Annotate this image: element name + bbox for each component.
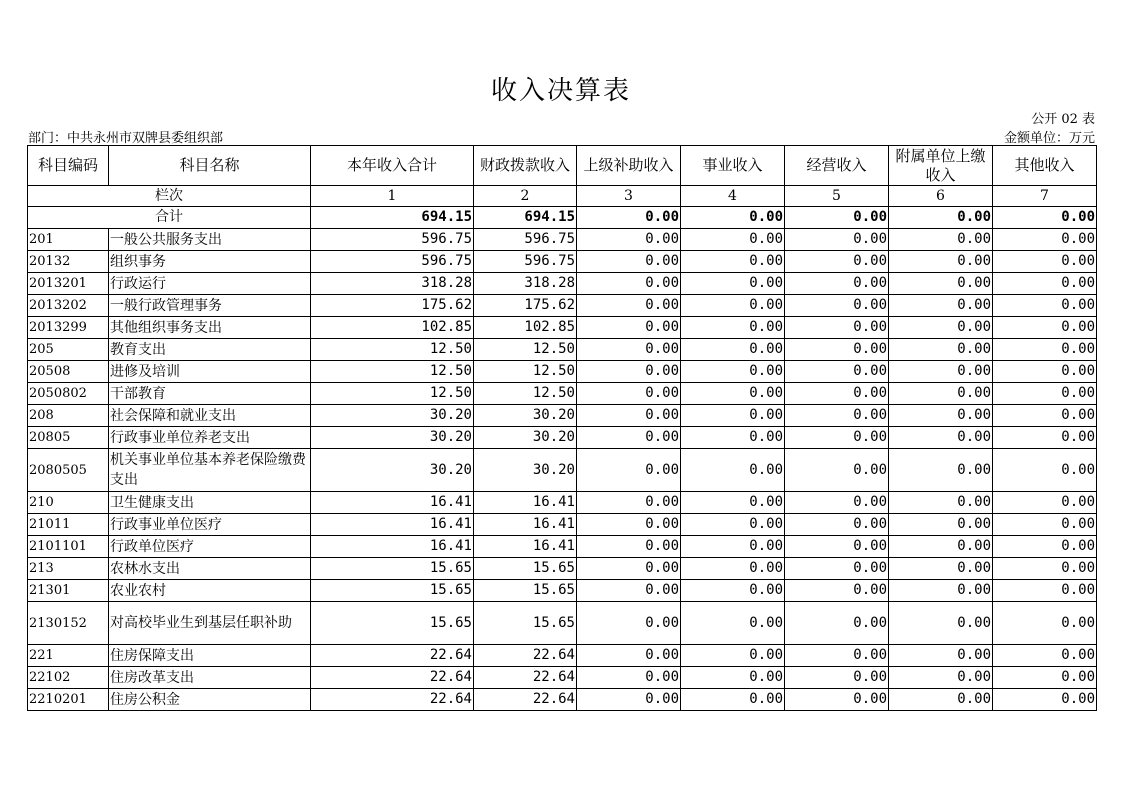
amount-cell: 0.00: [681, 383, 785, 405]
amount-cell: 0.00: [785, 667, 889, 689]
table-row: [28, 689, 1097, 711]
subject-code-cell: 2080505: [28, 449, 109, 492]
table-row: [28, 317, 1097, 339]
amount-cell: 0.00: [889, 645, 993, 667]
amount-cell: 0.00: [785, 361, 889, 383]
amount-cell: 0.00: [993, 514, 1097, 536]
column-header: 事业收入: [681, 146, 785, 186]
amount-cell: 0.00: [785, 514, 889, 536]
amount-cell: 0.00: [785, 405, 889, 427]
amount-cell: 12.50: [474, 383, 577, 405]
subject-code-cell: 201: [28, 229, 109, 251]
subject-code-cell: 21301: [28, 580, 109, 602]
amount-cell: 175.62: [474, 295, 577, 317]
amount-cell: 12.50: [311, 383, 474, 405]
amount-cell: 0.00: [577, 339, 681, 361]
amount-cell: 30.20: [474, 449, 577, 492]
amount-cell: 0.00: [577, 295, 681, 317]
amount-cell: 0.00: [785, 536, 889, 558]
amount-cell: 0.00: [785, 295, 889, 317]
subject-code-cell: 21011: [28, 514, 109, 536]
table-row: [28, 427, 1097, 449]
amount-cell: 0.00: [889, 295, 993, 317]
subject-name-cell: 住房公积金: [109, 689, 311, 711]
amount-cell: 0.00: [681, 427, 785, 449]
amount-cell: 0.00: [993, 580, 1097, 602]
amount-cell: 0.00: [577, 580, 681, 602]
amount-cell: 30.20: [474, 405, 577, 427]
amount-cell: 16.41: [474, 536, 577, 558]
total-cell: 0.00: [993, 207, 1097, 229]
index-cell: 2: [474, 186, 577, 207]
amount-cell: 16.41: [311, 536, 474, 558]
amount-cell: 0.00: [785, 229, 889, 251]
total-cell: 694.15: [474, 207, 577, 229]
index-cell: 3: [577, 186, 681, 207]
table-row: [28, 295, 1097, 317]
subject-name-cell: 进修及培训: [109, 361, 311, 383]
amount-cell: 0.00: [889, 339, 993, 361]
subject-name-cell: 住房保障支出: [109, 645, 311, 667]
subject-name-cell: 社会保障和就业支出: [109, 405, 311, 427]
subject-name-cell: 一般行政管理事务: [109, 295, 311, 317]
amount-cell: 0.00: [993, 361, 1097, 383]
amount-cell: 0.00: [681, 295, 785, 317]
subject-name-cell: 行政事业单位养老支出: [109, 427, 311, 449]
amount-cell: 0.00: [785, 645, 889, 667]
amount-cell: 0.00: [785, 251, 889, 273]
amount-cell: 0.00: [681, 229, 785, 251]
amount-cell: 0.00: [889, 492, 993, 514]
column-header: 其他收入: [993, 146, 1097, 186]
amount-cell: 0.00: [577, 645, 681, 667]
subject-code-cell: 20805: [28, 427, 109, 449]
index-cell: 4: [681, 186, 785, 207]
subject-name-cell: 农业农村: [109, 580, 311, 602]
table-row: [28, 251, 1097, 273]
subject-name-cell: 农林水支出: [109, 558, 311, 580]
amount-cell: 0.00: [577, 273, 681, 295]
table-row: [28, 273, 1097, 295]
subject-name-cell: 机关事业单位基本养老保险缴费支出: [109, 449, 311, 492]
amount-cell: 0.00: [785, 580, 889, 602]
table-body: [28, 186, 1097, 711]
amount-cell: 0.00: [889, 273, 993, 295]
column-header: 上级补助收入: [577, 146, 681, 186]
amount-cell: 12.50: [311, 339, 474, 361]
amount-cell: 0.00: [681, 251, 785, 273]
table-row: [28, 536, 1097, 558]
amount-cell: 0.00: [681, 558, 785, 580]
amount-cell: 0.00: [785, 558, 889, 580]
amount-cell: 15.65: [311, 580, 474, 602]
total-cell: 0.00: [889, 207, 993, 229]
amount-cell: 0.00: [785, 339, 889, 361]
amount-cell: 0.00: [681, 536, 785, 558]
amount-cell: 0.00: [681, 339, 785, 361]
table-row: [28, 580, 1097, 602]
table-row: [28, 514, 1097, 536]
unit-label: 金额单位：万元: [1003, 131, 1095, 146]
amount-cell: 0.00: [577, 514, 681, 536]
column-header: 附属单位上缴收入: [889, 146, 993, 186]
subject-name-cell: 其他组织事务支出: [109, 317, 311, 339]
amount-cell: 0.00: [681, 492, 785, 514]
amount-cell: 0.00: [889, 405, 993, 427]
amount-cell: 30.20: [311, 449, 474, 492]
amount-cell: 0.00: [577, 251, 681, 273]
amount-cell: 0.00: [889, 317, 993, 339]
subject-code-cell: 208: [28, 405, 109, 427]
amount-cell: 0.00: [681, 514, 785, 536]
index-cell: 1: [311, 186, 474, 207]
amount-cell: 0.00: [785, 492, 889, 514]
table-row: [28, 339, 1097, 361]
amount-cell: 596.75: [311, 251, 474, 273]
subject-name-cell: 对高校毕业生到基层任职补助: [109, 602, 311, 645]
amount-cell: 15.65: [311, 602, 474, 645]
amount-cell: 596.75: [311, 229, 474, 251]
header-row: [28, 146, 1097, 186]
amount-cell: 0.00: [993, 689, 1097, 711]
column-header: 科目编码: [28, 146, 109, 186]
amount-cell: 22.64: [311, 645, 474, 667]
table-row: [28, 645, 1097, 667]
subject-name-cell: 行政单位医疗: [109, 536, 311, 558]
amount-cell: 0.00: [889, 383, 993, 405]
table-row: [28, 383, 1097, 405]
amount-cell: 0.00: [993, 295, 1097, 317]
amount-cell: 0.00: [577, 317, 681, 339]
amount-cell: 0.00: [681, 689, 785, 711]
amount-cell: 0.00: [681, 667, 785, 689]
amount-cell: 0.00: [993, 405, 1097, 427]
amount-cell: 12.50: [474, 339, 577, 361]
amount-cell: 22.64: [311, 667, 474, 689]
amount-cell: 0.00: [993, 427, 1097, 449]
amount-cell: 22.64: [474, 667, 577, 689]
amount-cell: 0.00: [681, 317, 785, 339]
amount-cell: 0.00: [993, 667, 1097, 689]
table-row: [28, 558, 1097, 580]
amount-cell: 0.00: [889, 602, 993, 645]
amount-cell: 0.00: [889, 667, 993, 689]
amount-cell: 102.85: [474, 317, 577, 339]
amount-cell: 102.85: [311, 317, 474, 339]
amount-cell: 0.00: [993, 229, 1097, 251]
index-cell: 6: [889, 186, 993, 207]
amount-cell: 22.64: [474, 645, 577, 667]
subject-name-cell: 一般公共服务支出: [109, 229, 311, 251]
amount-cell: 0.00: [993, 536, 1097, 558]
total-label: 合计: [28, 207, 311, 229]
amount-cell: 12.50: [474, 361, 577, 383]
table-row: [28, 361, 1097, 383]
amount-cell: 0.00: [577, 492, 681, 514]
column-header: 经营收入: [785, 146, 889, 186]
amount-cell: 0.00: [889, 427, 993, 449]
amount-cell: 0.00: [681, 273, 785, 295]
amount-cell: 0.00: [577, 536, 681, 558]
amount-cell: 16.41: [311, 492, 474, 514]
subject-code-cell: 2050802: [28, 383, 109, 405]
amount-cell: 318.28: [474, 273, 577, 295]
amount-cell: 15.65: [474, 558, 577, 580]
page-title: 收入决算表: [490, 76, 631, 106]
amount-cell: 0.00: [993, 273, 1097, 295]
table-row: [28, 449, 1097, 492]
table-row: [28, 602, 1097, 645]
table-row: [28, 492, 1097, 514]
column-header: 财政拨款收入: [474, 146, 577, 186]
amount-cell: 0.00: [577, 449, 681, 492]
amount-cell: 0.00: [577, 383, 681, 405]
amount-cell: 0.00: [993, 383, 1097, 405]
index-cell: 7: [993, 186, 1097, 207]
subject-code-cell: 2130152: [28, 602, 109, 645]
amount-cell: 0.00: [785, 602, 889, 645]
subject-code-cell: 210: [28, 492, 109, 514]
subject-code-cell: 2013201: [28, 273, 109, 295]
subject-code-cell: 213: [28, 558, 109, 580]
total-cell: 0.00: [681, 207, 785, 229]
amount-cell: 0.00: [681, 405, 785, 427]
amount-cell: 0.00: [993, 251, 1097, 273]
subject-code-cell: 22102: [28, 667, 109, 689]
amount-cell: 0.00: [889, 514, 993, 536]
amount-cell: 22.64: [474, 689, 577, 711]
subject-name-cell: 行政事业单位医疗: [109, 514, 311, 536]
amount-cell: 0.00: [785, 273, 889, 295]
total-cell: 0.00: [577, 207, 681, 229]
amount-cell: 0.00: [577, 602, 681, 645]
subject-name-cell: 行政运行: [109, 273, 311, 295]
total-row: [28, 207, 1097, 229]
amount-cell: 0.00: [993, 317, 1097, 339]
amount-cell: 0.00: [889, 580, 993, 602]
table-row: [28, 229, 1097, 251]
subject-code-cell: 2210201: [28, 689, 109, 711]
amount-cell: 22.64: [311, 689, 474, 711]
amount-cell: 0.00: [577, 361, 681, 383]
amount-cell: 0.00: [993, 492, 1097, 514]
amount-cell: 0.00: [993, 602, 1097, 645]
amount-cell: 15.65: [474, 602, 577, 645]
column-header: 本年收入合计: [311, 146, 474, 186]
amount-cell: 15.65: [474, 580, 577, 602]
amount-cell: 0.00: [889, 449, 993, 492]
amount-cell: 30.20: [311, 405, 474, 427]
subject-code-cell: 221: [28, 645, 109, 667]
amount-cell: 30.20: [311, 427, 474, 449]
subject-name-cell: 住房改革支出: [109, 667, 311, 689]
amount-cell: 0.00: [993, 645, 1097, 667]
amount-cell: 15.65: [311, 558, 474, 580]
total-cell: 0.00: [785, 207, 889, 229]
amount-cell: 0.00: [785, 427, 889, 449]
subject-code-cell: 20132: [28, 251, 109, 273]
amount-cell: 0.00: [681, 361, 785, 383]
department-label: 部门：中共永州市双牌县委组织部: [28, 131, 224, 146]
amount-cell: 0.00: [681, 449, 785, 492]
index-row: [28, 186, 1097, 207]
amount-cell: 12.50: [311, 361, 474, 383]
subject-code-cell: 20508: [28, 361, 109, 383]
amount-cell: 0.00: [785, 689, 889, 711]
amount-cell: 0.00: [681, 645, 785, 667]
amount-cell: 0.00: [889, 558, 993, 580]
amount-cell: 0.00: [577, 689, 681, 711]
amount-cell: 0.00: [577, 229, 681, 251]
amount-cell: 175.62: [311, 295, 474, 317]
amount-cell: 16.41: [474, 514, 577, 536]
amount-cell: 30.20: [474, 427, 577, 449]
index-cell: 5: [785, 186, 889, 207]
table-row: [28, 667, 1097, 689]
amount-cell: 318.28: [311, 273, 474, 295]
total-cell: 694.15: [311, 207, 474, 229]
subject-code-cell: 205: [28, 339, 109, 361]
subject-name-cell: 干部教育: [109, 383, 311, 405]
column-header: 科目名称: [109, 146, 311, 186]
amount-cell: 16.41: [311, 514, 474, 536]
subject-code-cell: 2013202: [28, 295, 109, 317]
subject-name-cell: 卫生健康支出: [109, 492, 311, 514]
amount-cell: 0.00: [889, 251, 993, 273]
subject-code-cell: 2101101: [28, 536, 109, 558]
amount-cell: 0.00: [993, 339, 1097, 361]
amount-cell: 0.00: [889, 689, 993, 711]
amount-cell: 0.00: [993, 449, 1097, 492]
amount-cell: 0.00: [889, 536, 993, 558]
amount-cell: 0.00: [681, 602, 785, 645]
amount-cell: 596.75: [474, 229, 577, 251]
amount-cell: 0.00: [577, 558, 681, 580]
amount-cell: 0.00: [993, 558, 1097, 580]
amount-cell: 0.00: [785, 449, 889, 492]
amount-cell: 0.00: [889, 229, 993, 251]
amount-cell: 0.00: [577, 427, 681, 449]
subject-code-cell: 2013299: [28, 317, 109, 339]
income-table: [27, 145, 1097, 711]
amount-cell: 0.00: [785, 317, 889, 339]
amount-cell: 596.75: [474, 251, 577, 273]
subject-name-cell: 组织事务: [109, 251, 311, 273]
table-row: [28, 405, 1097, 427]
amount-cell: 0.00: [577, 667, 681, 689]
index-label: 栏次: [28, 186, 311, 207]
form-code: 公开 02 表: [1031, 112, 1095, 127]
amount-cell: 0.00: [577, 405, 681, 427]
amount-cell: 0.00: [681, 580, 785, 602]
amount-cell: 0.00: [785, 383, 889, 405]
amount-cell: 0.00: [889, 361, 993, 383]
amount-cell: 16.41: [474, 492, 577, 514]
subject-name-cell: 教育支出: [109, 339, 311, 361]
